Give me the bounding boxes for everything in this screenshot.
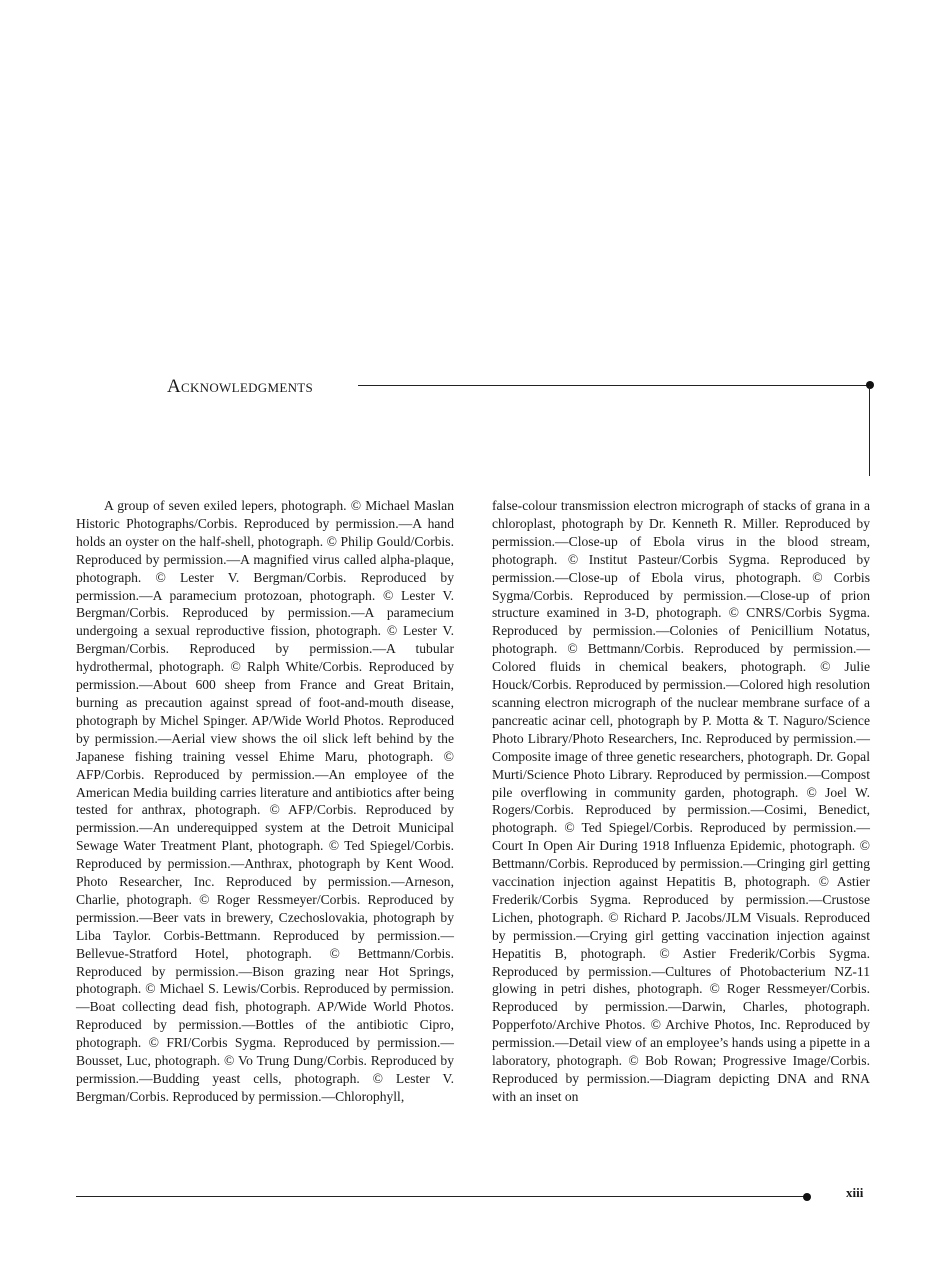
left-column-text: A group of seven exiled lepers, photograph. © Michael Maslan Historic Photographs/Corbis. Reproduced by permission.—A hand holds an oyster on the half-shell, photograph. © Philip Gould/Corbis. Reproduced by permission.—A magnified virus called alpha-plaque, photograph. © Lester V. Bergman/Corbis. Reproduced by permission.—A paramecium protozoan, photograph. © Lester V. Bergman/Corbis. Reproduced by permission.—A paramecium undergoing a sexual reproductive fission, photograph. © Lester V. Bergman/Corbis. Reproduced by permission.—A tubular hydrothermal, photograph. © Ralph White/Corbis. Reproduced by permission.—About 600 sheep from France and Great Britain, burning as precaution against spread of foot-and-mouth disease, photograph by Michel Spinger. AP/Wide World Photos. Reproduced by permission.—Aerial view shows the oil slick left behind by the Japanese fishing training vessel Ehime Maru, photograph. © AFP/Corbis. Reproduced by permission.—An employee of the American Media building carries literature and antibiotics after being tested for anthrax, photograph. © AFP/Corbis. Reproduced by permission.—An underequipped system at the Detroit Municipal Sewage Water Treatment Plant, photograph. © Ted Spiegel/Corbis. Reproduced by permission.—Anthrax, photograph by Kent Wood. Photo Researcher, Inc. Reproduced by permission.—Arneson, Charlie, photograph. © Roger Ressmeyer/Corbis. Reproduced by permission.—Beer vats in brewery, Czechoslovakia, photograph by Liba Taylor. Corbis-Bettmann. Reproduced by permission.—Bellevue-Stratford Hotel, photograph. © Bettmann/Corbis. Reproduced by permission.—Bison grazing near Hot Springs, photograph. © Michael S. Lewis/Corbis. Reproduced by permission.—Boat collecting dead fish, photograph. AP/Wide World Photos. Reproduced by permission.—Bottles of the antibiotic Cipro, photograph. © FRI/Corbis Sygma. Reproduced by permission.—Bousset, Luc, photograph. © Vo Trung Dung/Corbis. Reproduced by permission.—Budding yeast cells, photograph. © Lester V. Bergman/Corbis. Reproduced by permission.—Chlorophyll, — [76, 498, 454, 1104]
right-column — [492, 497, 870, 1106]
page-number: xiii — [846, 1185, 864, 1200]
left-column — [76, 497, 454, 1106]
heading-vertical-rule — [869, 386, 870, 476]
heading-rule — [358, 385, 871, 386]
footer-rule — [76, 1196, 806, 1197]
footer-rule-endpoint — [803, 1193, 811, 1201]
page-heading: Acknowledgments — [167, 376, 314, 397]
right-column-text: false-colour transmission electron micrograph of stacks of grana in a chloroplast, photograph by Dr. Kenneth R. Miller. Reproduced by permission.—Close-up of Ebola virus in the blood stream, photograph. © Institut Pasteur/Corbis Sygma. Reproduced by permission.—Close-up of Ebola virus, photograph. © Corbis Sygma/Corbis. Reproduced by permission.—Close-up of prion structure examined in 3-D, photograph. © CNRS/Corbis Sygma. Reproduced by permission.—Colonies of Penicillium Notatus, photograph. © Bettmann/Corbis. Reproduced by permission.—Colored fluids in chemical beakers, photograph. © Julie Houck/Corbis. Reproduced by permission.—Colored high resolution scanning electron micrograph of the nuclear membrane surface of a pancreatic acinar cell, photograph by P. Motta & T. Naguro/Science Photo Library/Photo Researchers, Inc. Reproduced by permission.—Composite image of three genetic researchers, photograph. Dr. Gopal Murti/Science Photo Library. Reproduced by permission.—Compost pile overflowing in community garden, photograph. © Joel W. Rogers/Corbis. Reproduced by permission.—Cosimi, Benedict, photograph. © Ted Spiegel/Corbis. Reproduced by permission.—Court In Open Air During 1918 Influenza Epidemic, photograph. © Bettmann/Corbis. Reproduced by permission.—Cringing girl getting vaccination injection against Hepatitis B, photograph. © Astier Frederik/Corbis Sygma. Reproduced by permission.—Crustose Lichen, photograph. © Richard P. Jacobs/JLM Visuals. Reproduced by permission.—Crying girl getting vaccination injection against Hepatitis B, photograph. © Astier Frederik/Corbis Sygma. Reproduced by permission.—Cultures of Photobacterium NZ-11 glowing in petri dishes, photograph. © Roger Ressmeyer/Corbis. Reproduced by permission.—Darwin, Charles, photograph. Popperfoto/Archive Photos. © Archive Photos, Inc. Reproduced by permission.—Detail view of an employee’s hands using a pipette in a laboratory, photograph. © Bob Rowan; Progressive Image/Corbis. Reproduced by permission.—Diagram depicting DNA and RNA with an inset on — [492, 498, 870, 1104]
heading-rule-endpoint — [866, 381, 874, 389]
